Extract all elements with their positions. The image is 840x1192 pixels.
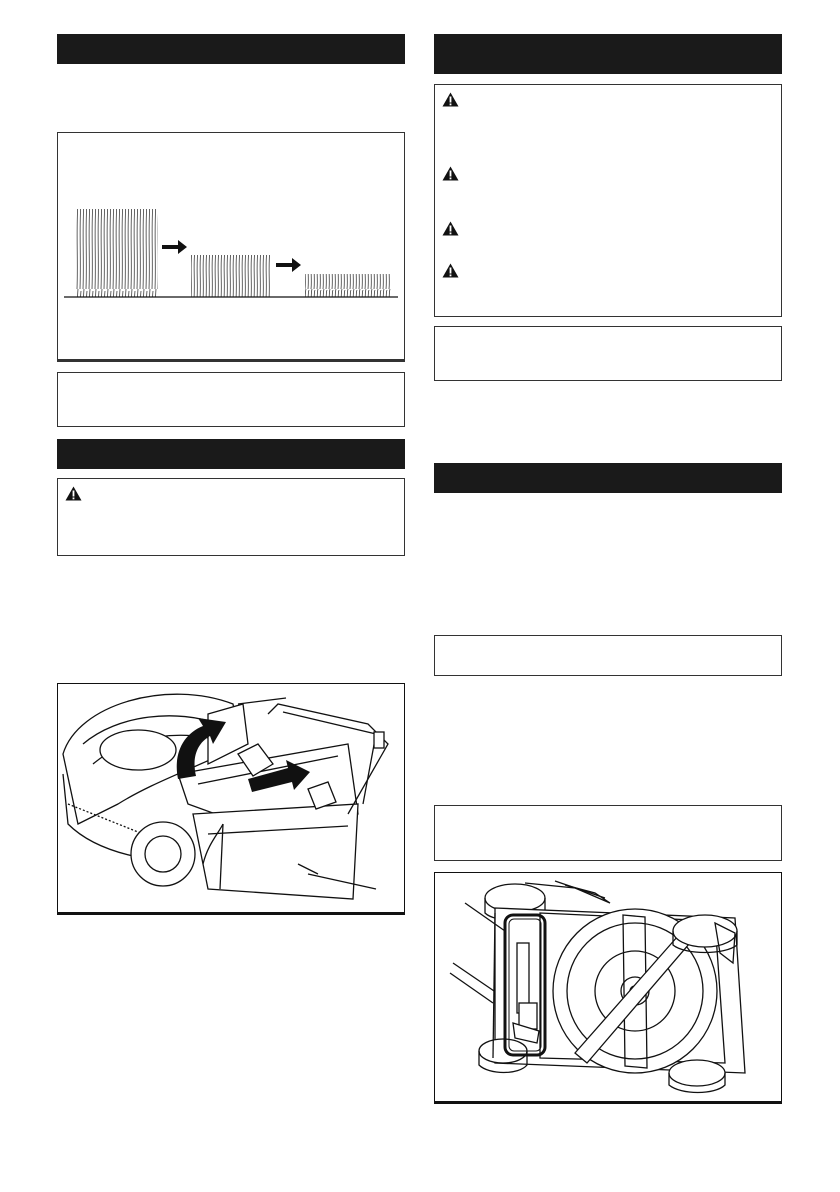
arrow-right-icon	[162, 240, 187, 254]
mower-underside-drawing	[435, 873, 781, 1102]
left-section-1-header	[57, 34, 405, 64]
medium-grass	[191, 255, 271, 297]
warning-triangle-icon	[442, 263, 459, 278]
warning-triangle-icon	[65, 486, 82, 501]
grass-basket-drawing	[58, 684, 404, 913]
grass-height-note-box	[57, 132, 405, 362]
right-note-box-3	[434, 805, 782, 861]
warning-triangle-icon	[442, 221, 459, 236]
arrow-right-icon	[276, 258, 301, 272]
short-grass	[305, 274, 391, 297]
grass-cutting-stages-illustration	[58, 199, 404, 399]
right-note-box-2	[434, 635, 782, 676]
left-note-box	[57, 372, 405, 427]
left-warning-box	[57, 478, 405, 556]
grass-basket-figure	[57, 683, 405, 915]
right-section-2-header	[434, 463, 782, 493]
right-section-1-header	[434, 34, 782, 74]
right-note-box-1	[434, 326, 782, 381]
left-section-2-header	[57, 439, 405, 469]
right-warning-box	[434, 84, 782, 317]
mower-underside-figure	[434, 872, 782, 1104]
tall-grass	[76, 209, 158, 297]
warning-triangle-icon	[442, 92, 459, 107]
warning-triangle-icon	[442, 166, 459, 181]
